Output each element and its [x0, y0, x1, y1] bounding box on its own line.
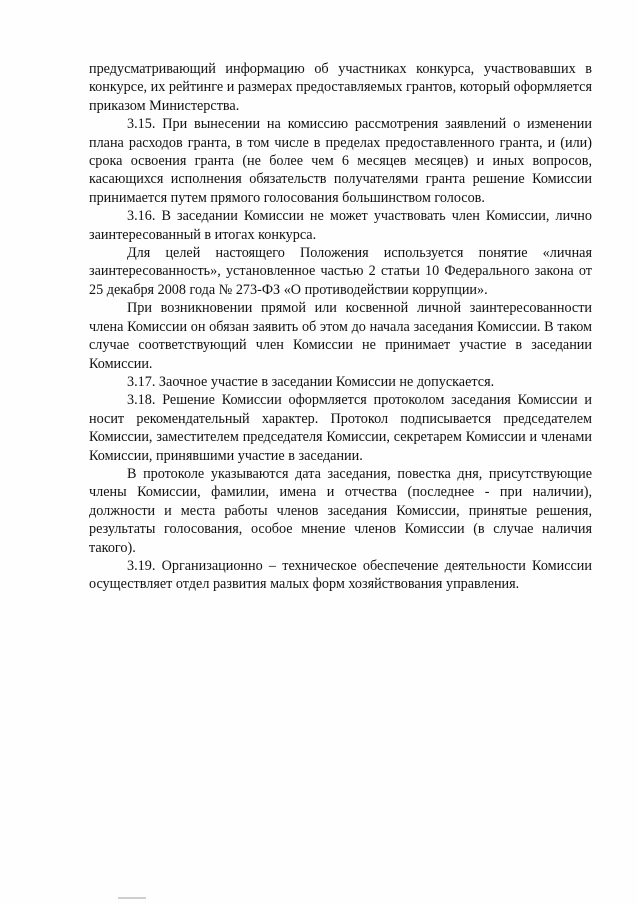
paragraph-conflict-of-interest: При возникновении прямой или косвенной личной заинтересованности члена Комиссии он обязан заявить об этом до начала заседания Комиссии. В таком случае соответствующий член Комиссии не принимает участие в заседании Комиссии.: [89, 300, 592, 372]
paragraph-3-19: 3.19. Организационно – техническое обеспечение деятельности Комиссии осуществляет отдел развития малых форм хозяйствования управления.: [89, 557, 592, 593]
paragraph-3-15: 3.15. При вынесении на комиссию рассмотрения заявлений о изменении плана расходов гранта, в том числе в пределах предоставленного гранта, и (или) срока освоения гранта (не более чем 6 месяцев месяцев) и иных вопросов, касающихся исполнения обязательств получателями гранта решение Комиссии принимается путем прямого голосования большинством голосов.: [89, 116, 592, 206]
paragraph-3-17: 3.17. Заочное участие в заседании Комиссии не допускается.: [127, 373, 495, 390]
paragraph-3-18: 3.18. Решение Комиссии оформляется протоколом заседания Комиссии и носит рекомендательный характер. Протокол подписывается председателем Комиссии, заместителем председателя Комиссии, секретарем Комиссии и членами Комиссии, принявшими участие в заседании.: [89, 392, 592, 464]
paragraph-3-16: 3.16. В заседании Комиссии не может участвовать член Комиссии, лично заинтересованный в итогах конкурса.: [89, 208, 592, 243]
scan-artifact: [118, 897, 146, 899]
document-body: [89, 60, 592, 594]
paragraph-grants-order: предусматривающий информацию об участниках конкурса, участвовавших в конкурсе, их рейтинге и размерах предоставляемых грантов, который оформляется приказом Министерства.: [89, 61, 592, 114]
paragraph-protocol-contents: В протоколе указываются дата заседания, повестка дня, присутствующие члены Комиссии, фамилии, имена и отчества (последнее - при наличии), должности и места работы членов заседания Комиссии, принятые решения, результаты голосования, особое мнение членов Комиссии (в случае наличия такого).: [89, 465, 592, 556]
paragraph-personal-interest-definition: Для целей настоящего Положения используется понятие «личная заинтересованность», установленное частью 2 статьи 10 Федерального закона от 25 декабря 2008 года № 273-ФЗ «О противодействии коррупции».: [89, 245, 592, 298]
